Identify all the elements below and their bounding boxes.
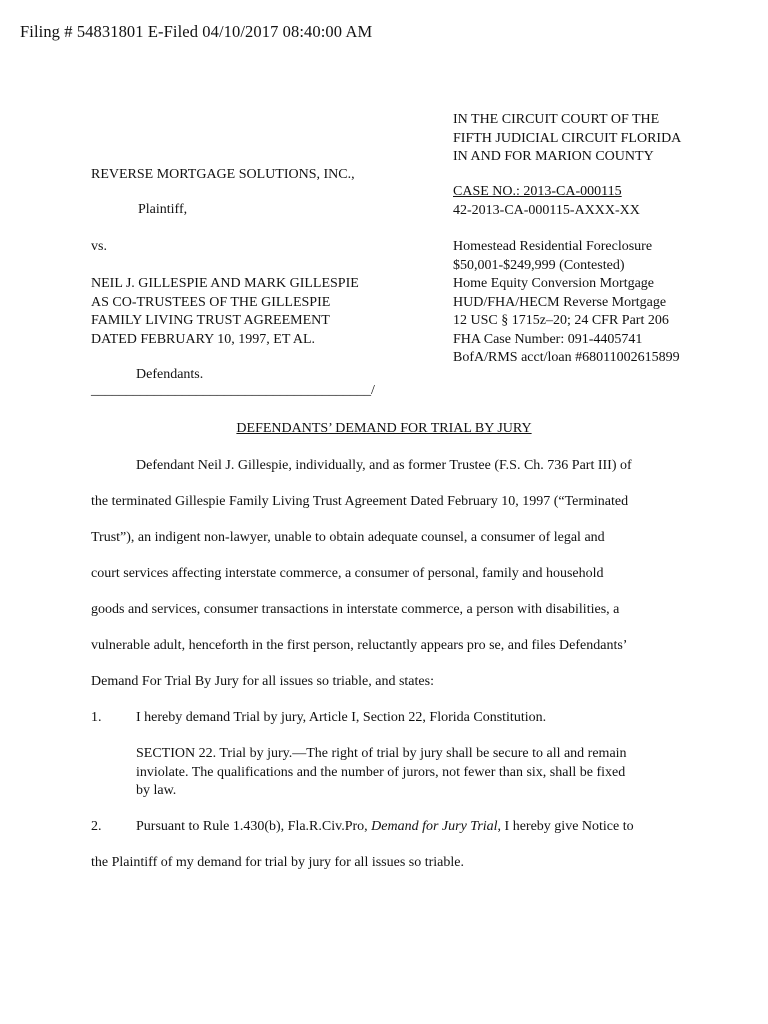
item-text: I hereby demand Trial by jury, Article I, Section 22, Florida Constitution. xyxy=(136,710,547,725)
item-number: 1. xyxy=(91,710,102,725)
intro-line: Defendant Neil J. Gillespie, individually, and as former Trustee (F.S. Ch. 736 Part III) of xyxy=(136,458,632,473)
intro-line: Demand For Trial By Jury for all issues so triable, and states: xyxy=(91,674,434,689)
caption-rule: ________________________________________/ xyxy=(91,383,375,398)
caption-line: 12 USC § 1715z–20; 24 CFR Part 206 xyxy=(453,313,669,328)
constitution-quote xyxy=(136,745,676,801)
intro-line: the terminated Gillespie Family Living Trust Agreement Dated February 10, 1997 (“Terminated xyxy=(91,494,629,509)
intro-line: vulnerable adult, henceforth in the first person, reluctantly appears pro se, and files Defendants’ xyxy=(91,638,628,653)
item-continuation: the Plaintiff of my demand for trial by jury for all issues so triable. xyxy=(91,855,464,870)
case-number-alt: 42-2013-CA-000115-AXXX-XX xyxy=(453,202,640,218)
defendant-line: FAMILY LIVING TRUST AGREEMENT xyxy=(91,313,330,328)
item-text-part: , I hereby give Notice to xyxy=(497,819,634,834)
defendants-label: Defendants. xyxy=(136,367,204,382)
quote-line: SECTION 22. Trial by jury.—The right of trial by jury shall be secure to all and remain xyxy=(136,746,627,761)
court-heading xyxy=(453,111,681,167)
item-number: 2. xyxy=(91,819,102,834)
caption-line: FHA Case Number: 091-4405741 xyxy=(453,331,643,347)
defendant-names xyxy=(91,275,359,349)
defendant-line: DATED FEBRUARY 10, 1997, ET AL. xyxy=(91,331,316,347)
quote-line: inviolate. The qualifications and the number of jurors, not fewer than six, shall be fixed xyxy=(136,764,626,780)
intro-line: Trust”), an indigent non-lawyer, unable to obtain adequate counsel, a consumer of legal and xyxy=(91,530,605,545)
versus-label: vs. xyxy=(91,239,107,254)
court-line: IN THE CIRCUIT COURT OF THE xyxy=(453,112,660,127)
plaintiff-name: REVERSE MORTGAGE SOLUTIONS, INC., xyxy=(91,167,355,182)
filing-stamp: Filing # 54831801 E-Filed 04/10/2017 08:40:00 AM xyxy=(20,22,373,41)
item-text xyxy=(136,818,634,837)
defendant-line: AS CO-TRUSTEES OF THE GILLESPIE xyxy=(91,294,331,310)
caption-line: HUD/FHA/HECM Reverse Mortgage xyxy=(453,294,667,310)
document-title: DEFENDANTS’ DEMAND FOR TRIAL BY JURY xyxy=(236,421,532,436)
case-caption-details xyxy=(453,238,680,368)
rule-title: Demand for Jury Trial xyxy=(371,819,498,834)
case-number: CASE NO.: 2013-CA-000115 xyxy=(453,184,622,199)
item-text-part: Pursuant to Rule 1.430(b), Fla.R.Civ.Pro, xyxy=(136,819,372,834)
case-number-block xyxy=(453,183,640,220)
plaintiff-label: Plaintiff, xyxy=(138,202,188,217)
intro-line: court services affecting interstate commerce, a consumer of personal, family and household xyxy=(91,566,604,581)
court-line: IN AND FOR MARION COUNTY xyxy=(453,149,654,164)
intro-line: goods and services, consumer transactions in interstate commerce, a person with disabilities, a xyxy=(91,602,620,617)
defendant-line: NEIL J. GILLESPIE AND MARK GILLESPIE xyxy=(91,276,359,291)
caption-line: $50,001-$249,999 (Contested) xyxy=(453,257,625,273)
caption-line: Homestead Residential Foreclosure xyxy=(453,239,653,254)
quote-line: by law. xyxy=(136,783,177,798)
caption-line: Home Equity Conversion Mortgage xyxy=(453,276,655,291)
court-line: FIFTH JUDICIAL CIRCUIT FLORIDA xyxy=(453,130,682,146)
caption-line: BofA/RMS acct/loan #68011002615899 xyxy=(453,350,680,365)
